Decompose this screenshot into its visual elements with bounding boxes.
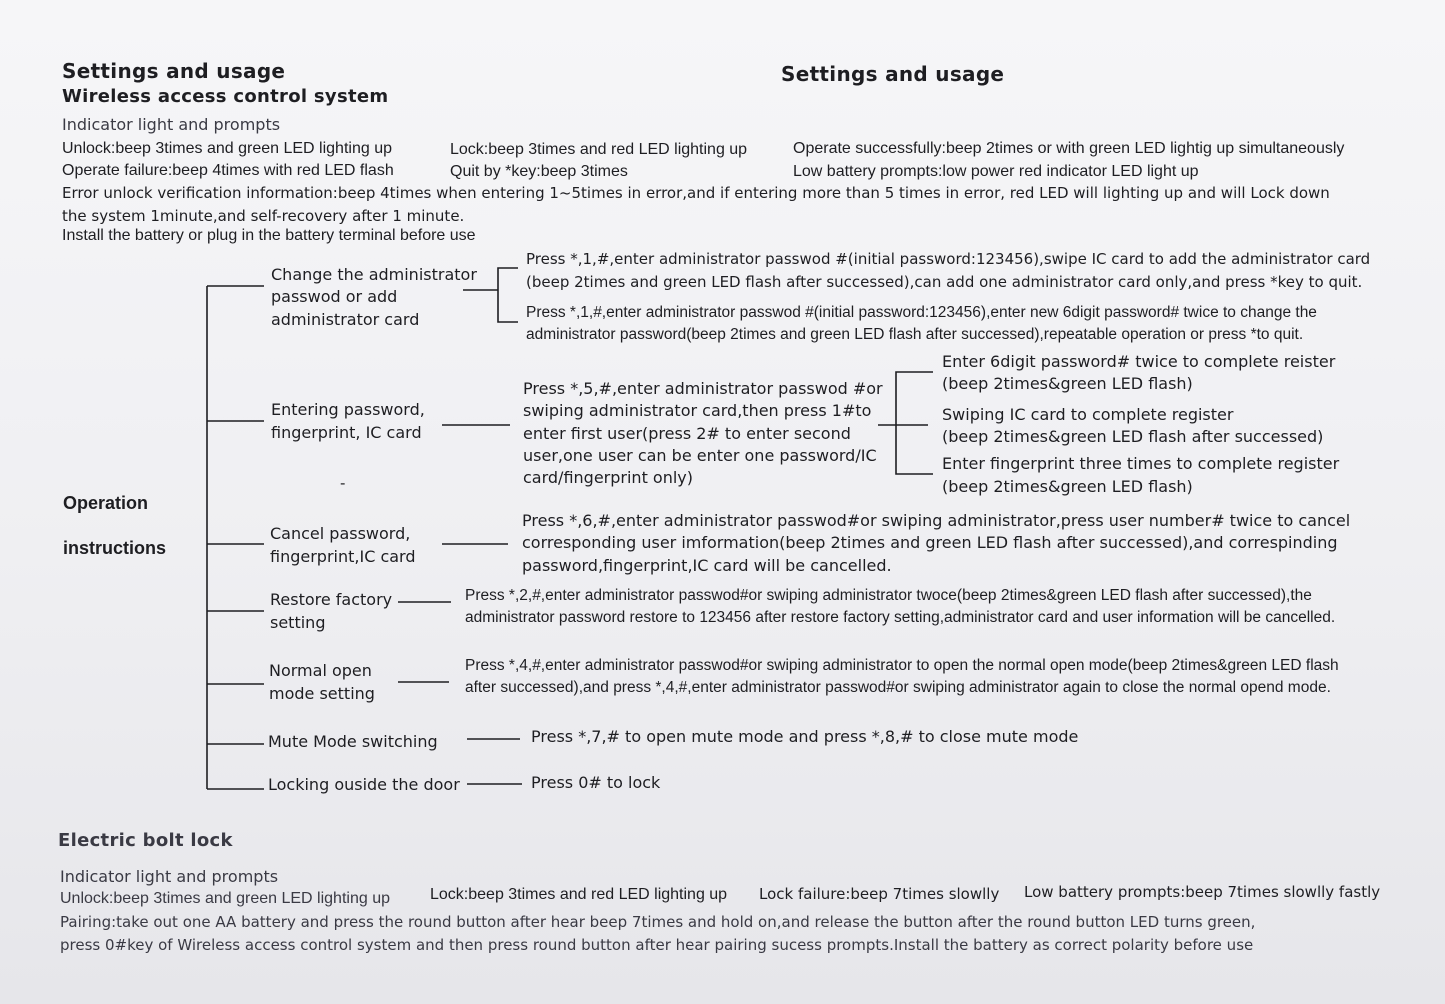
error-info-line-1: Error unlock verification information:beep 4times when entering 1~5times in error,and if entering more than 5 times in error, red LED will lighting up and will Lock down xyxy=(62,184,1330,202)
change-admin-option2-line2: administrator password(beep 2times and green LED flash after successed),repeatable operation or press *to quit. xyxy=(526,326,1304,343)
entering-desc-4: user,one user can be enter one password/IC xyxy=(523,446,877,465)
entering-desc-5: card/fingerprint only) xyxy=(523,468,694,487)
bolt-unlock-prompt: Unlock:beep 3times and green LED lighting up xyxy=(60,890,390,907)
mute-desc: Press *,7,# to open mute mode and press *,8,# to close mute mode xyxy=(531,727,1079,746)
page-title: Settings and usage xyxy=(62,59,286,83)
normal-open-desc-2: after successed),and press *,4,#,enter administrator passwod#or swiping administrator again to close the normal opend mode. xyxy=(465,679,1331,696)
instructions-label: instructions xyxy=(63,538,167,558)
bolt-pairing-line2: press 0#key of Wireless access control system and then press round button after hear pairing sucess prompts.Install the battery as correct polarity before use xyxy=(60,936,1254,954)
bolt-pairing-line1: Pairing:take out one AA battery and press the round button after hear beep 7times and hold on,and release the button after the round button LED turns green, xyxy=(60,913,1256,931)
normal-open-desc-1: Press *,4,#,enter administrator passwod#or swiping administrator to open the normal open mode(beep 2times&green LED flash xyxy=(465,657,1339,674)
lock-prompt: Lock:beep 3times and red LED lighting up xyxy=(450,141,748,158)
section-title-bolt: Electric bolt lock xyxy=(58,830,233,851)
unlock-prompt: Unlock:beep 3times and green LED lighting up xyxy=(62,140,392,157)
page-title-center: Settings and usage xyxy=(781,62,1005,86)
restore-desc-2: administrator password restore to 123456 after restore factory setting,administrator card and user information will be cancelled. xyxy=(465,609,1336,626)
entering-label-1: Entering password, xyxy=(271,400,425,419)
restore-label-2: setting xyxy=(270,613,326,632)
entering-sub3-line2: (beep 2times&green LED flash) xyxy=(942,477,1193,496)
change-admin-label-2: passwod or add xyxy=(271,287,398,306)
error-info-line-2: the system 1minute,and self-recovery after 1 minute. xyxy=(62,207,465,225)
entering-sub1-line2: (beep 2times&green LED flash) xyxy=(942,374,1193,393)
entering-sub3-line1: Enter fingerprint three times to complete register xyxy=(942,454,1340,473)
normal-open-label-2: mode setting xyxy=(269,684,375,703)
locking-desc: Press 0# to lock xyxy=(531,773,661,792)
entering-label-2: fingerprint, IC card xyxy=(271,423,422,442)
bolt-lock-prompt: Lock:beep 3times and red LED lighting up xyxy=(430,886,728,903)
change-admin-label-3: administrator card xyxy=(271,310,420,329)
entering-sub2-line2: (beep 2times&green LED flash after successed) xyxy=(942,427,1324,446)
stray-mark: - xyxy=(340,474,346,492)
restore-label-1: Restore factory xyxy=(270,590,393,609)
change-admin-option1-line1: Press *,1,#,enter administrator passwod #(initial password:123456),swipe IC card to add the administrator card xyxy=(526,250,1371,268)
entering-sub2-line1: Swiping IC card to complete register xyxy=(942,405,1234,424)
restore-desc-1: Press *,2,#,enter administrator passwod#or swiping administrator twoce(beep 2times&green LED flash after successed),the xyxy=(465,587,1312,604)
cancel-desc-3: password,fingerprint,IC card will be cancelled. xyxy=(522,556,892,575)
section-title-wireless: Wireless access control system xyxy=(62,86,389,107)
entering-sub1-line1: Enter 6digit password# twice to complete reister xyxy=(942,352,1336,371)
install-note: Install the battery or plug in the battery terminal before use xyxy=(62,227,476,244)
mute-label: Mute Mode switching xyxy=(268,732,438,751)
entering-desc-2: swiping administrator card,then press 1#to xyxy=(523,401,872,420)
bolt-indicator-label: Indicator light and prompts xyxy=(60,867,279,886)
entering-desc-3: enter first user(press 2# to enter second xyxy=(523,424,851,443)
change-admin-label-1: Change the administrator xyxy=(271,265,477,284)
indicator-label: Indicator light and prompts xyxy=(62,115,281,134)
cancel-label-1: Cancel password, xyxy=(270,524,411,543)
cancel-desc-2: corresponding user imformation(beep 2times and green LED flash after successed),and correspinding xyxy=(522,533,1338,552)
change-admin-option2-line1: Press *,1,#,enter administrator passwod #(initial password:123456),enter new 6digit password# twice to change the xyxy=(526,304,1317,321)
bolt-low-battery: Low battery prompts:beep 7times slowlly fastly xyxy=(1024,883,1381,901)
change-admin-option1-line2: (beep 2times and green LED flash after successed),can add one administrator card only,and press *key to quit. xyxy=(526,273,1363,291)
cancel-desc-1: Press *,6,#,enter administrator passwod#or swiping administrator,press user number# twice to cancel xyxy=(522,511,1351,530)
bolt-lock-failure: Lock failure:beep 7times slowlly xyxy=(759,885,1000,903)
low-battery-prompt: Low battery prompts:low power red indicator LED light up xyxy=(793,163,1199,180)
failure-prompt: Operate failure:beep 4times with red LED flash xyxy=(62,162,394,179)
quit-prompt: Quit by *key:beep 3times xyxy=(450,163,628,180)
cancel-label-2: fingerprint,IC card xyxy=(270,547,416,566)
operation-label: Operation xyxy=(63,493,149,513)
entering-desc-1: Press *,5,#,enter administrator passwod #or xyxy=(523,379,883,398)
locking-label: Locking ouside the door xyxy=(268,775,460,794)
normal-open-label-1: Normal open xyxy=(269,661,372,680)
success-prompt: Operate successfully:beep 2times or with green LED lightig up simultaneously xyxy=(793,140,1345,157)
